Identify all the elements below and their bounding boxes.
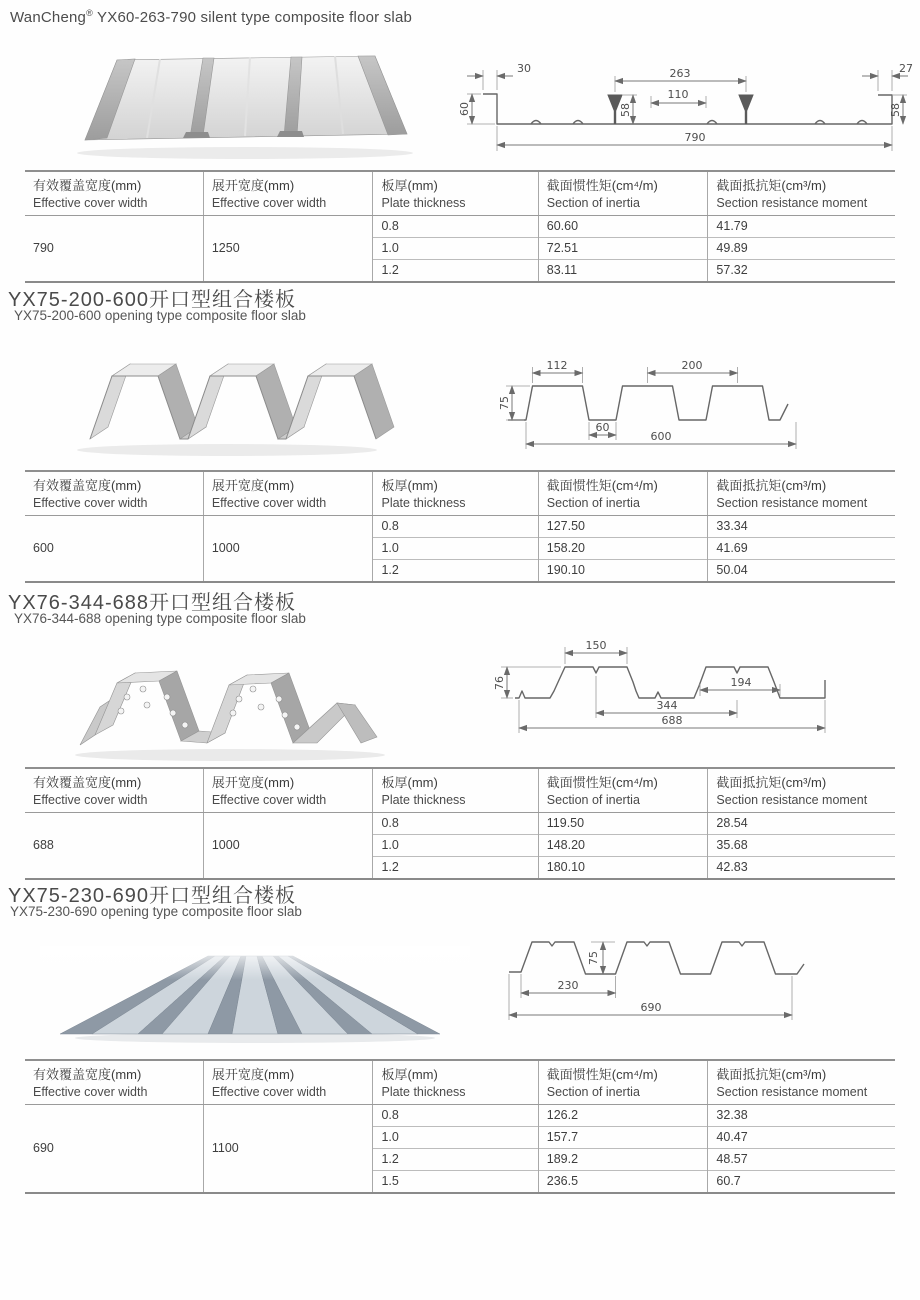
spec-table-2	[25, 470, 895, 583]
dim-label: 230	[557, 979, 579, 992]
col-header: 截面惯性矩(cm⁴/m) Section of inertia	[538, 171, 708, 215]
profile-outline	[509, 942, 804, 974]
col-header: 板厚(mm) Plate thickness	[373, 1060, 538, 1104]
cell-thickness: 1.0	[373, 834, 538, 856]
dim-label: 194	[730, 676, 752, 689]
section2-title-en: YX75-200-600 opening type composite floor slab	[14, 308, 306, 323]
dim-label: 76	[493, 676, 506, 690]
dim-label: 263	[669, 67, 691, 80]
cell-thickness: 1.2	[373, 1148, 538, 1170]
header-row	[25, 1060, 895, 1104]
cell-inertia: 190.10	[538, 559, 708, 582]
spec-table-3	[25, 767, 895, 880]
cell-cover-width: 690	[33, 1141, 54, 1156]
col-header: 截面抵抗矩(cm³/m) Section resistance moment	[708, 171, 895, 215]
cell-thickness: 1.2	[373, 856, 538, 879]
dim-label: 75	[587, 951, 600, 965]
dim-label: 60	[458, 102, 471, 116]
cell-inertia: 236.5	[538, 1170, 708, 1193]
dim-label: 75	[498, 396, 511, 410]
spec-table-1	[25, 170, 895, 283]
cell-unfold-width: 1250	[203, 215, 373, 282]
spec-table-1-wrap	[25, 170, 895, 283]
cell-moment: 33.34	[708, 515, 895, 537]
deck-rib-2-foot	[277, 131, 304, 137]
dim-label: 58	[889, 103, 902, 117]
photo-reflection	[75, 749, 385, 761]
cell-inertia: 60.60	[538, 215, 708, 237]
brand-name: WanCheng	[10, 9, 87, 26]
cell-cover-width: 790	[33, 241, 54, 256]
cell-thickness: 1.0	[373, 1126, 538, 1148]
dim-label: 27	[899, 62, 913, 75]
deck-rib-1-foot	[183, 132, 210, 138]
cell-thickness: 1.0	[373, 237, 538, 259]
embossment-dimples	[118, 686, 300, 730]
col-header: 板厚(mm) Plate thickness	[373, 471, 538, 515]
profile-outline	[515, 667, 825, 698]
dim-label: 790	[684, 131, 706, 144]
product-photo-yx75-230	[40, 928, 470, 1046]
cell-inertia: 189.2	[538, 1148, 708, 1170]
cell-moment: 48.57	[708, 1148, 895, 1170]
dim-label: 110	[667, 88, 689, 101]
cell-inertia: 148.20	[538, 834, 708, 856]
cell-moment: 49.89	[708, 237, 895, 259]
header-row	[25, 171, 895, 215]
cell-cover-width: 688	[33, 838, 54, 853]
photo-reflection	[75, 1033, 435, 1043]
col-header: 展开宽度(mm) Effective cover width	[203, 1060, 373, 1104]
col-header: 板厚(mm) Plate thickness	[373, 768, 538, 812]
cell-moment: 50.04	[708, 559, 895, 582]
spec-table-4-wrap	[25, 1059, 895, 1194]
cell-moment: 35.68	[708, 834, 895, 856]
spec-table-2-wrap	[25, 470, 895, 583]
section3-title-zh: YX76-344-688开口型组合楼板	[8, 592, 296, 614]
cell-moment: 41.69	[708, 537, 895, 559]
table-row	[25, 215, 895, 237]
product-photo-yx60	[55, 42, 425, 162]
cell-inertia: 158.20	[538, 537, 708, 559]
cell-inertia: 157.7	[538, 1126, 708, 1148]
col-header: 展开宽度(mm) Effective cover width	[203, 171, 373, 215]
cell-unfold-width: 1100	[203, 1104, 373, 1193]
cell-thickness: 0.8	[373, 812, 538, 834]
dim-label: 688	[661, 714, 683, 727]
col-header: 截面抵抗矩(cm³/m) Section resistance moment	[708, 768, 895, 812]
dim-label: 600	[650, 430, 672, 443]
product-photo-yx76-344	[55, 645, 405, 765]
col-header: 截面惯性矩(cm⁴/m) Section of inertia	[538, 471, 708, 515]
depth-fade	[40, 946, 470, 980]
cell-thickness: 1.0	[373, 537, 538, 559]
cell-inertia: 72.51	[538, 237, 708, 259]
cell-thickness: 0.8	[373, 515, 538, 537]
cell-inertia: 180.10	[538, 856, 708, 879]
section4-title-en: YX75-230-690 opening type composite floor slab	[10, 904, 302, 919]
cell-moment: 40.47	[708, 1126, 895, 1148]
cell-moment: 32.38	[708, 1104, 895, 1126]
photo-reflection	[77, 147, 413, 159]
col-header: 展开宽度(mm) Effective cover width	[203, 471, 373, 515]
section2-title-zh: YX75-200-600开口型组合楼板	[8, 289, 296, 311]
col-header: 有效覆盖宽度(mm) Effective cover width	[25, 471, 203, 515]
profile-drawing-yx60	[455, 48, 915, 160]
cell-inertia: 119.50	[538, 812, 708, 834]
dim-label: 200	[681, 359, 703, 372]
cell-moment: 57.32	[708, 259, 895, 282]
dim-label: 58	[619, 103, 632, 117]
stiffener-2	[739, 95, 753, 110]
table-row	[25, 1104, 895, 1126]
table-row	[25, 515, 895, 537]
cell-thickness: 1.5	[373, 1170, 538, 1193]
col-header: 板厚(mm) Plate thickness	[373, 171, 538, 215]
cell-unfold-width: 1000	[203, 515, 373, 582]
spec-table-4	[25, 1059, 895, 1194]
profile-outline	[508, 386, 788, 420]
dim-label: 112	[546, 359, 568, 372]
cell-moment: 42.83	[708, 856, 895, 879]
header-row	[25, 471, 895, 515]
cell-thickness: 1.2	[373, 259, 538, 282]
cell-inertia: 83.11	[538, 259, 708, 282]
cell-inertia: 127.50	[538, 515, 708, 537]
section4-title-zh: YX75-230-690开口型组合楼板	[8, 885, 296, 907]
cell-thickness: 0.8	[373, 1104, 538, 1126]
col-header: 截面惯性矩(cm⁴/m) Section of inertia	[538, 1060, 708, 1104]
table-row	[25, 812, 895, 834]
cell-thickness: 1.2	[373, 559, 538, 582]
cell-moment: 28.54	[708, 812, 895, 834]
col-header: 截面抵抗矩(cm³/m) Section resistance moment	[708, 1060, 895, 1104]
registered-mark: ®	[86, 8, 93, 18]
section1-title	[10, 8, 412, 26]
col-header: 有效覆盖宽度(mm) Effective cover width	[25, 1060, 203, 1104]
product-photo-yx75-200	[52, 334, 402, 459]
section3-title-en: YX76-344-688 opening type composite floor slab	[14, 611, 306, 626]
header-row	[25, 768, 895, 812]
cell-moment: 41.79	[708, 215, 895, 237]
profile-drawing-yx76-344	[475, 622, 895, 740]
cell-unfold-width: 1000	[203, 812, 373, 879]
cell-moment: 60.7	[708, 1170, 895, 1193]
dim-label: 150	[585, 639, 607, 652]
cell-cover-width: 600	[33, 541, 54, 556]
profile-drawing-yx75-200	[478, 342, 878, 454]
col-header: 截面抵抗矩(cm³/m) Section resistance moment	[708, 471, 895, 515]
section1-title-text: YX60-263-790 silent type composite floor slab	[92, 9, 413, 26]
dim-label: 30	[517, 62, 531, 75]
cell-thickness: 0.8	[373, 215, 538, 237]
deck-ribs	[90, 364, 394, 439]
col-header: 展开宽度(mm) Effective cover width	[203, 768, 373, 812]
deck-ribs	[80, 671, 377, 745]
dim-label: 344	[656, 699, 678, 712]
deck-front-edge	[90, 376, 376, 439]
dim-label: 60	[595, 421, 610, 434]
dim-label: 690	[640, 1001, 662, 1014]
col-header: 有效覆盖宽度(mm) Effective cover width	[25, 171, 203, 215]
col-header: 有效覆盖宽度(mm) Effective cover width	[25, 768, 203, 812]
spec-table-3-wrap	[25, 767, 895, 880]
profile-drawing-yx75-230	[485, 928, 865, 1028]
photo-reflection	[77, 444, 377, 456]
cell-inertia: 126.2	[538, 1104, 708, 1126]
col-header: 截面惯性矩(cm⁴/m) Section of inertia	[538, 768, 708, 812]
